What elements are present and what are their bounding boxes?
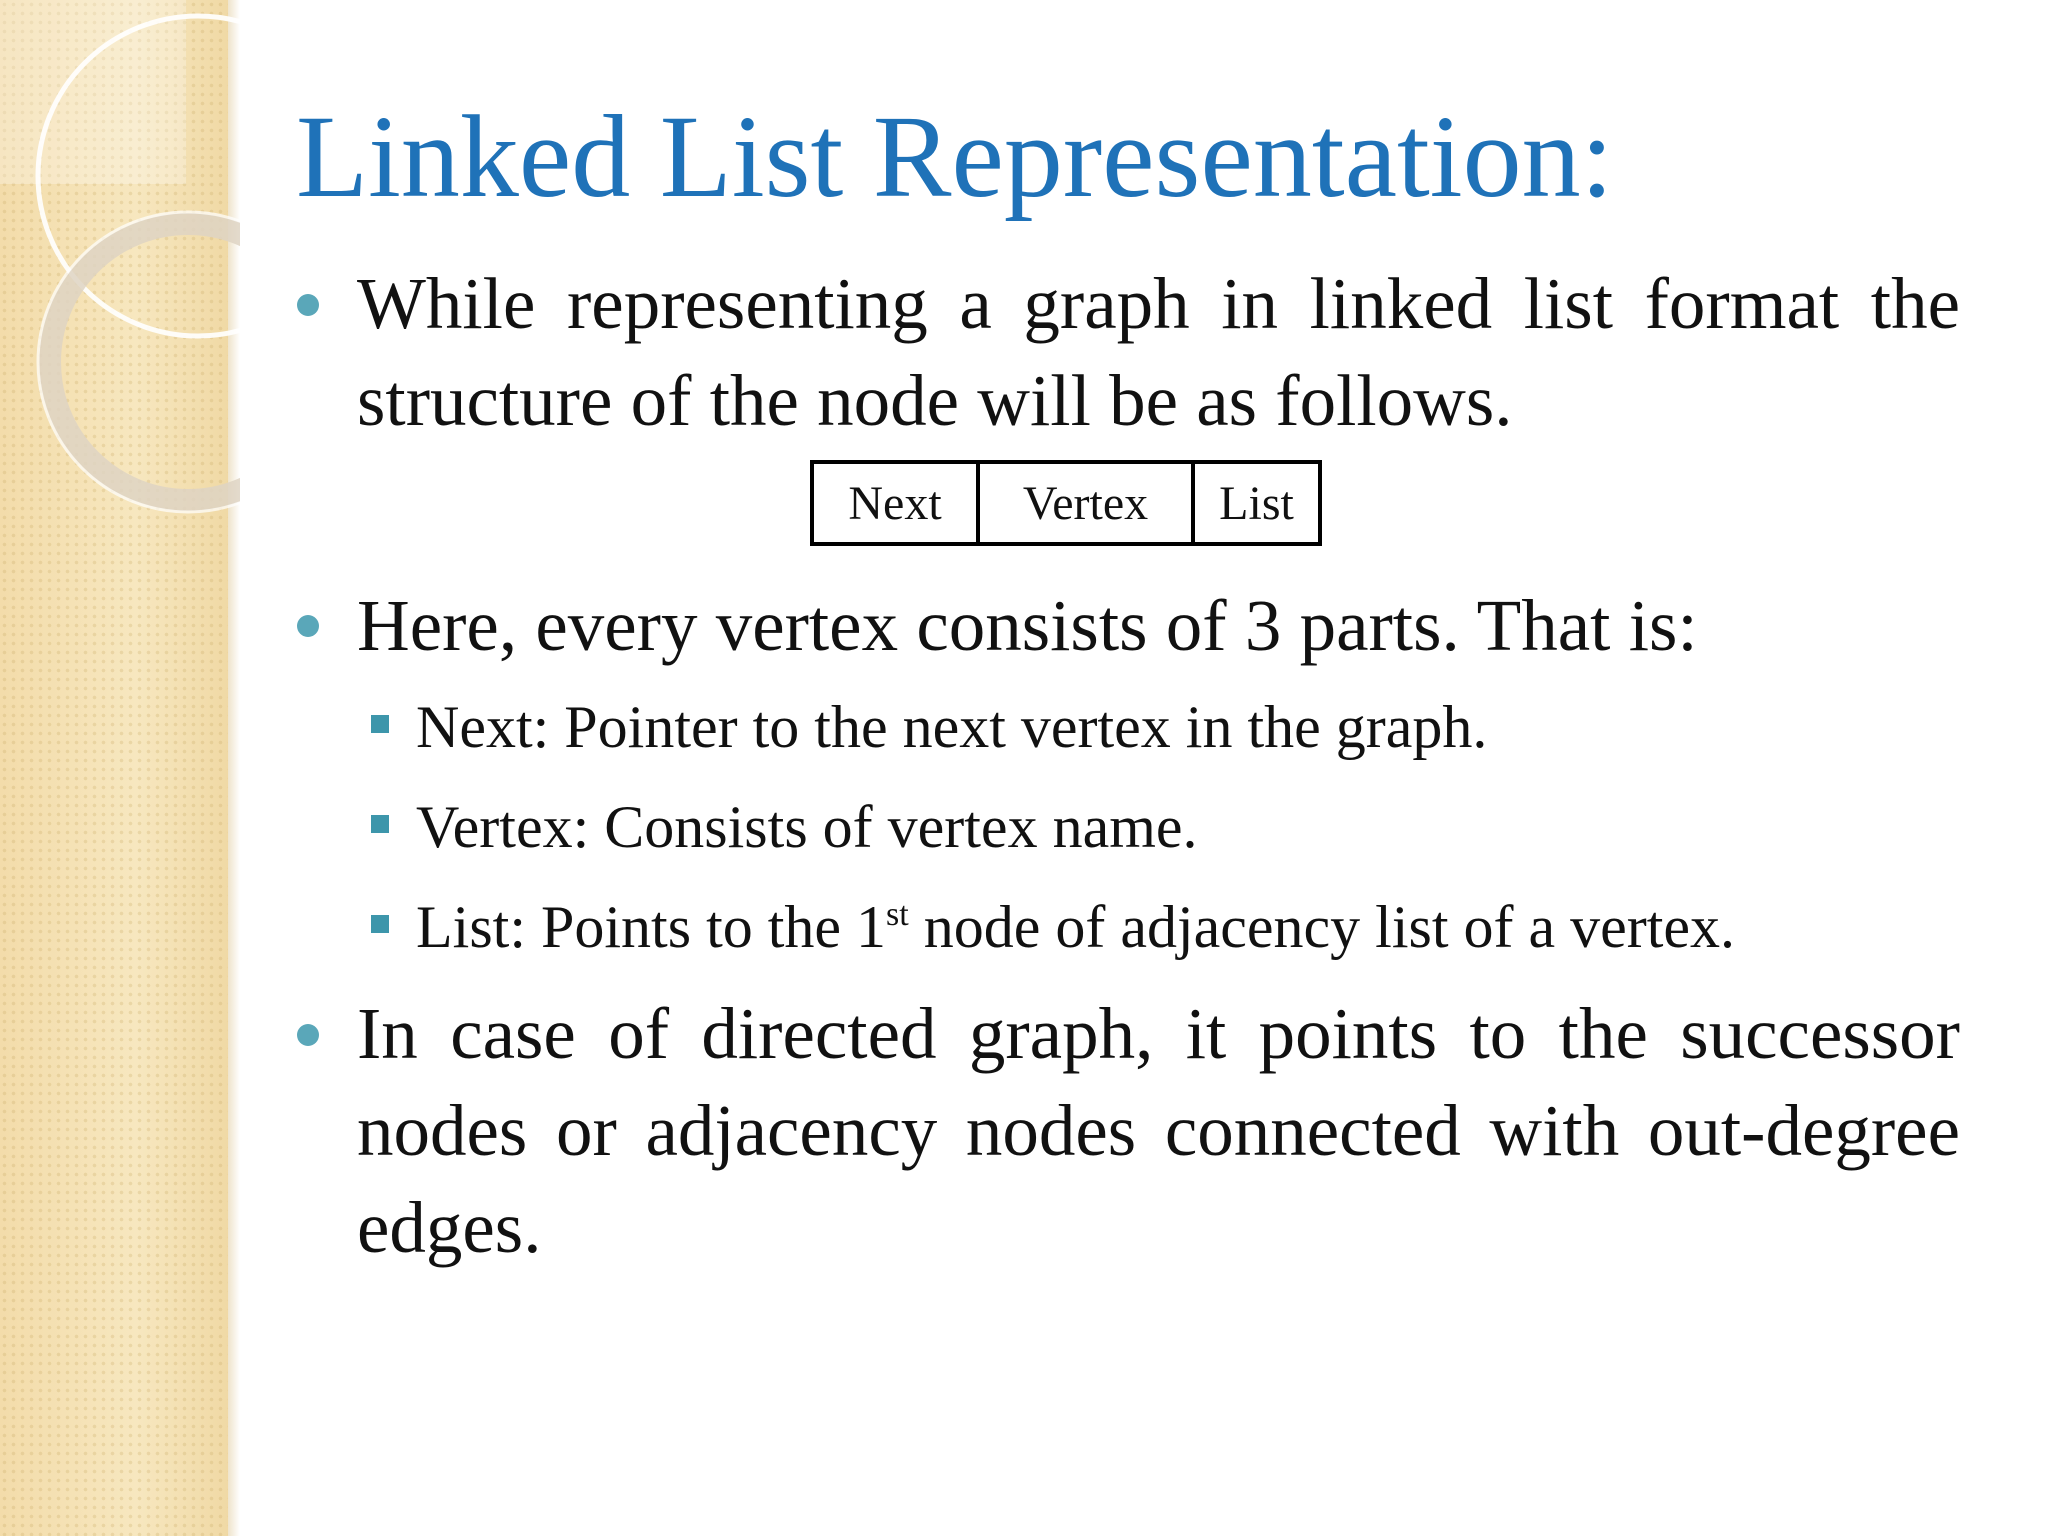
sub-item-list (416, 892, 1976, 962)
sub-item-list-text-after: node of adjacency list of a vertex. (908, 894, 1736, 960)
node-cell-list: List (1191, 464, 1318, 542)
circle-bullet-icon (297, 615, 319, 637)
bullet-directed-graph: In case of directed graph, it points to the successor nodes or adjacency nodes connected with out-degree edges. (357, 993, 1960, 1268)
bullet-node-structure: While representing a graph in linked list format the structure of the node will be as follows. (357, 263, 1960, 441)
node-structure-diagram (810, 460, 1322, 546)
sub-item-list-text-before: List: Points to the 1 (416, 894, 887, 960)
square-bullet-icon (371, 815, 389, 833)
decorative-rings-icon (0, 0, 240, 520)
node-cell-vertex: Vertex (976, 464, 1191, 542)
sub-item-next: Next: Pointer to the next vertex in the graph. (416, 694, 1488, 760)
node-cell-next: Next (848, 476, 942, 530)
sub-item-vertex: Vertex: Consists of vertex name. (416, 794, 1198, 860)
square-bullet-icon (371, 915, 389, 933)
sub-item-list-superscript: st (886, 896, 909, 933)
slide-title: Linked List Representation: (296, 91, 1614, 222)
square-bullet-icon (371, 715, 389, 733)
circle-bullet-icon (297, 294, 319, 316)
circle-bullet-icon (297, 1024, 319, 1046)
bullet-vertex-parts: Here, every vertex consists of 3 parts. That is: (357, 585, 1698, 666)
